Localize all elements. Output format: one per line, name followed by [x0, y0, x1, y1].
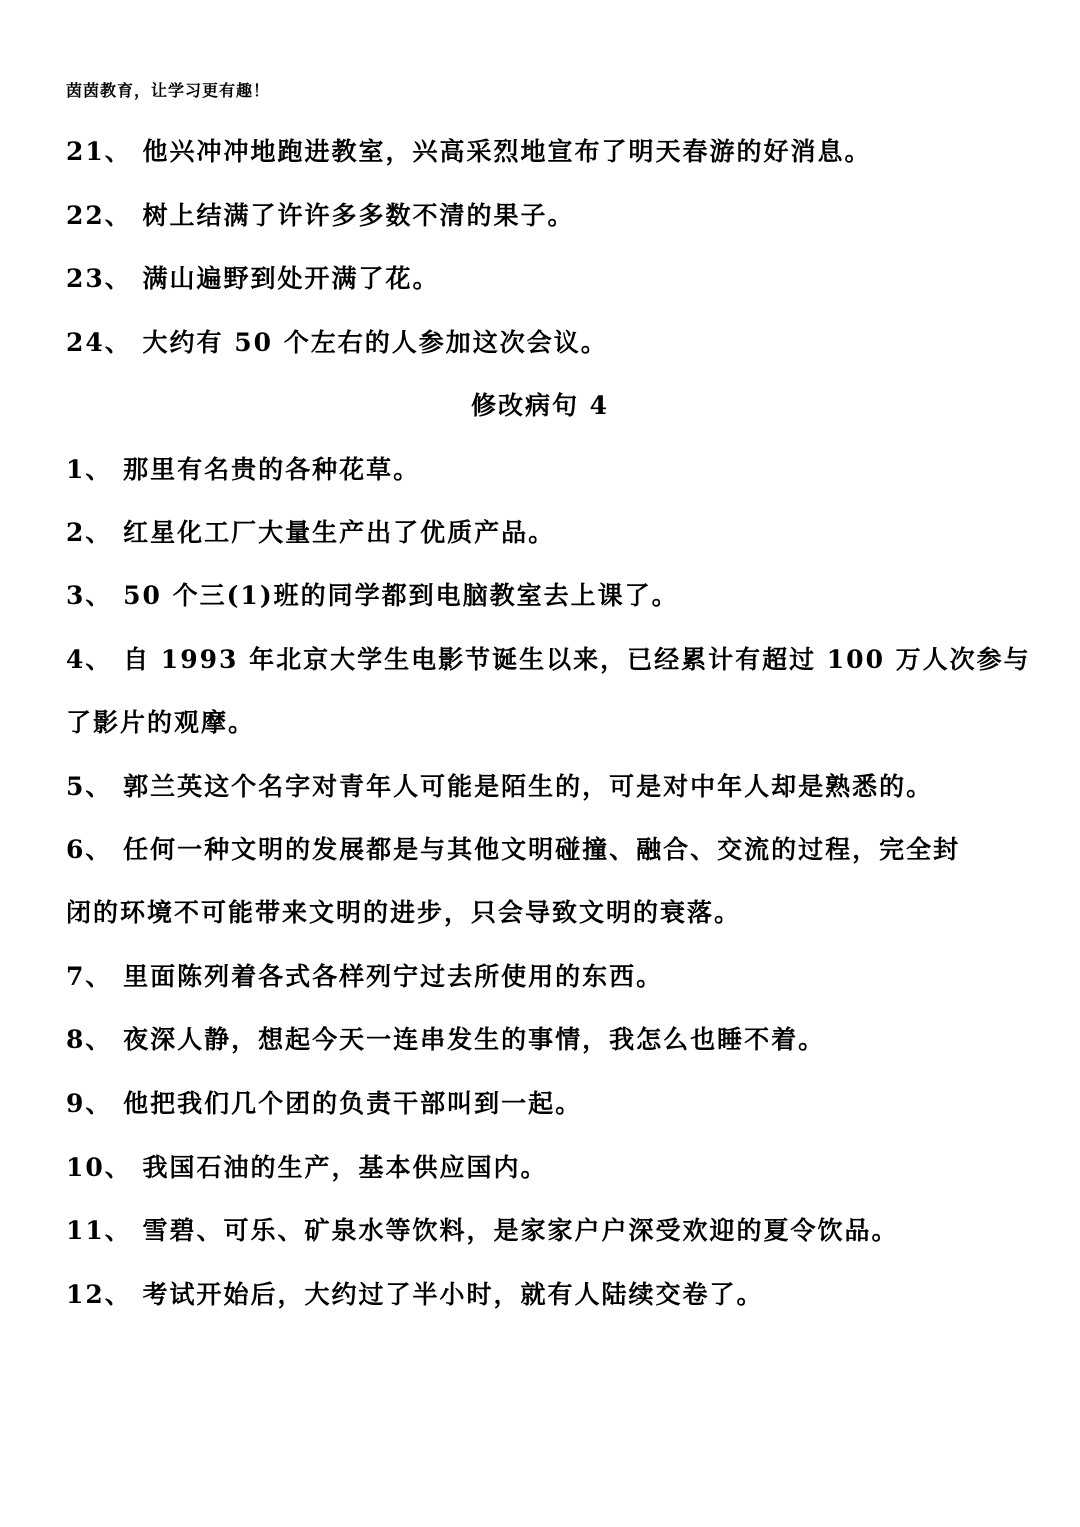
list-item: 6、 任何一种文明的发展都是与其他文明碰撞、融合、交流的过程，完全封	[66, 835, 961, 864]
list-item: 8、 夜深人静，想起今天一连串发生的事情，我怎么也睡不着。	[66, 1025, 826, 1054]
list-item: 2、 红星化工厂大量生产出了优质产品。	[66, 518, 556, 547]
page-header: 茵茵教育，让学习更有趣！	[66, 81, 271, 100]
list-item: 7、 里面陈列着各式各样列宁过去所使用的东西。	[66, 962, 664, 991]
list-item: 1、 那里有名贵的各种花草。	[66, 455, 421, 484]
list-item: 24、 大约有 50 个左右的人参加这次会议。	[66, 328, 608, 357]
list-item: 5、 郭兰英这个名字对青年人可能是陌生的，可是对中年人却是熟悉的。	[66, 772, 934, 801]
list-item: 11、 雪碧、可乐、矿泉水等饮料，是家家户户深受欢迎的夏令饮品。	[66, 1216, 899, 1245]
list-item-continuation: 了影片的观摩。	[66, 708, 256, 737]
section-title: 修改病句 4	[470, 391, 610, 420]
list-item: 12、 考试开始后，大约过了半小时，就有人陆续交卷了。	[66, 1280, 764, 1309]
list-item: 3、 50 个三(1)班的同学都到电脑教室去上课了。	[66, 581, 679, 610]
list-item: 22、 树上结满了许许多多数不清的果子。	[66, 201, 575, 230]
list-item: 10、 我国石油的生产，基本供应国内。	[66, 1153, 548, 1182]
list-item: 4、 自 1993 年北京大学生电影节诞生以来，已经累计有超过 100 万人次参与	[66, 645, 1031, 674]
list-item: 21、 他兴冲冲地跑进教室，兴高采烈地宣布了明天春游的好消息。	[66, 137, 872, 166]
list-item: 9、 他把我们几个团的负责干部叫到一起。	[66, 1089, 583, 1118]
list-item: 23、 满山遍野到处开满了花。	[66, 264, 440, 293]
list-item-continuation: 闭的环境不可能带来文明的进步，只会导致文明的衰落。	[66, 898, 742, 927]
